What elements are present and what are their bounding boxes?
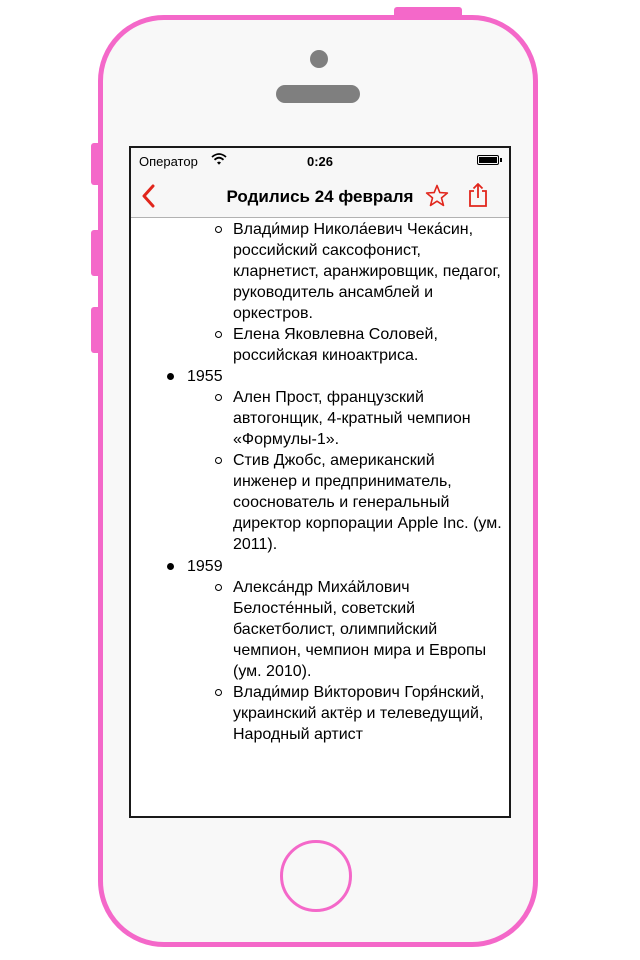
- list-item: [233, 219, 503, 324]
- list-item-text: Алекса́ндр Миха́йлович Белосте́нный, советский баскетболист, олимпийский чемпион, чемпион мира и Европы (ум. 2010).: [233, 579, 487, 680]
- navigation-bar: [131, 174, 509, 218]
- article-content: [131, 218, 509, 816]
- battery-tip: [500, 158, 502, 162]
- screen: [129, 146, 511, 818]
- list-item-text: Елена Яковлевна Соловей, российская киноактриса.: [233, 326, 438, 364]
- list-item-text: Ален Прост, французский автогонщик, 4-кратный чемпион «Формулы-1».: [233, 389, 471, 448]
- home-button[interactable]: [280, 840, 352, 912]
- battery-icon: [477, 155, 499, 165]
- list-item: [233, 682, 503, 745]
- list-item: [233, 387, 503, 450]
- year-heading: [187, 556, 223, 577]
- favorite-star-icon[interactable]: [425, 184, 449, 208]
- year-label: 1959: [187, 558, 223, 575]
- share-icon[interactable]: [467, 182, 489, 208]
- hollow-bullet: [215, 226, 222, 233]
- filled-bullet: [167, 373, 174, 380]
- front-camera: [310, 50, 328, 68]
- hollow-bullet: [215, 689, 222, 696]
- list-item: [233, 450, 503, 555]
- carrier-label: Оператор: [139, 154, 198, 169]
- list-item-text: Влади́мир Ви́кторович Горя́нский, украинский актёр и телеведущий, Народный артист: [233, 684, 485, 743]
- list-item: [233, 577, 503, 682]
- filled-bullet: [167, 563, 174, 570]
- hollow-bullet: [215, 457, 222, 464]
- hollow-bullet: [215, 584, 222, 591]
- year-label: 1955: [187, 368, 223, 385]
- earpiece-speaker: [276, 85, 360, 103]
- page-title: Родились 24 февраля: [226, 187, 414, 206]
- list-item: [233, 324, 503, 366]
- status-time: 0:26: [306, 154, 334, 169]
- list-item-text: Влади́мир Никола́евич Чека́син, российский саксофонист, кларнетист, аранжировщик, педагог, руководитель ансамблей и оркестров.: [233, 221, 501, 322]
- list-item-text: Стив Джобс, американский инженер и предприниматель, сооснователь и генеральный директор корпорации Apple Inc. (ум. 2011).: [233, 452, 502, 553]
- hollow-bullet: [215, 394, 222, 401]
- hollow-bullet: [215, 331, 222, 338]
- year-heading: [187, 366, 223, 387]
- status-bar: [131, 148, 509, 174]
